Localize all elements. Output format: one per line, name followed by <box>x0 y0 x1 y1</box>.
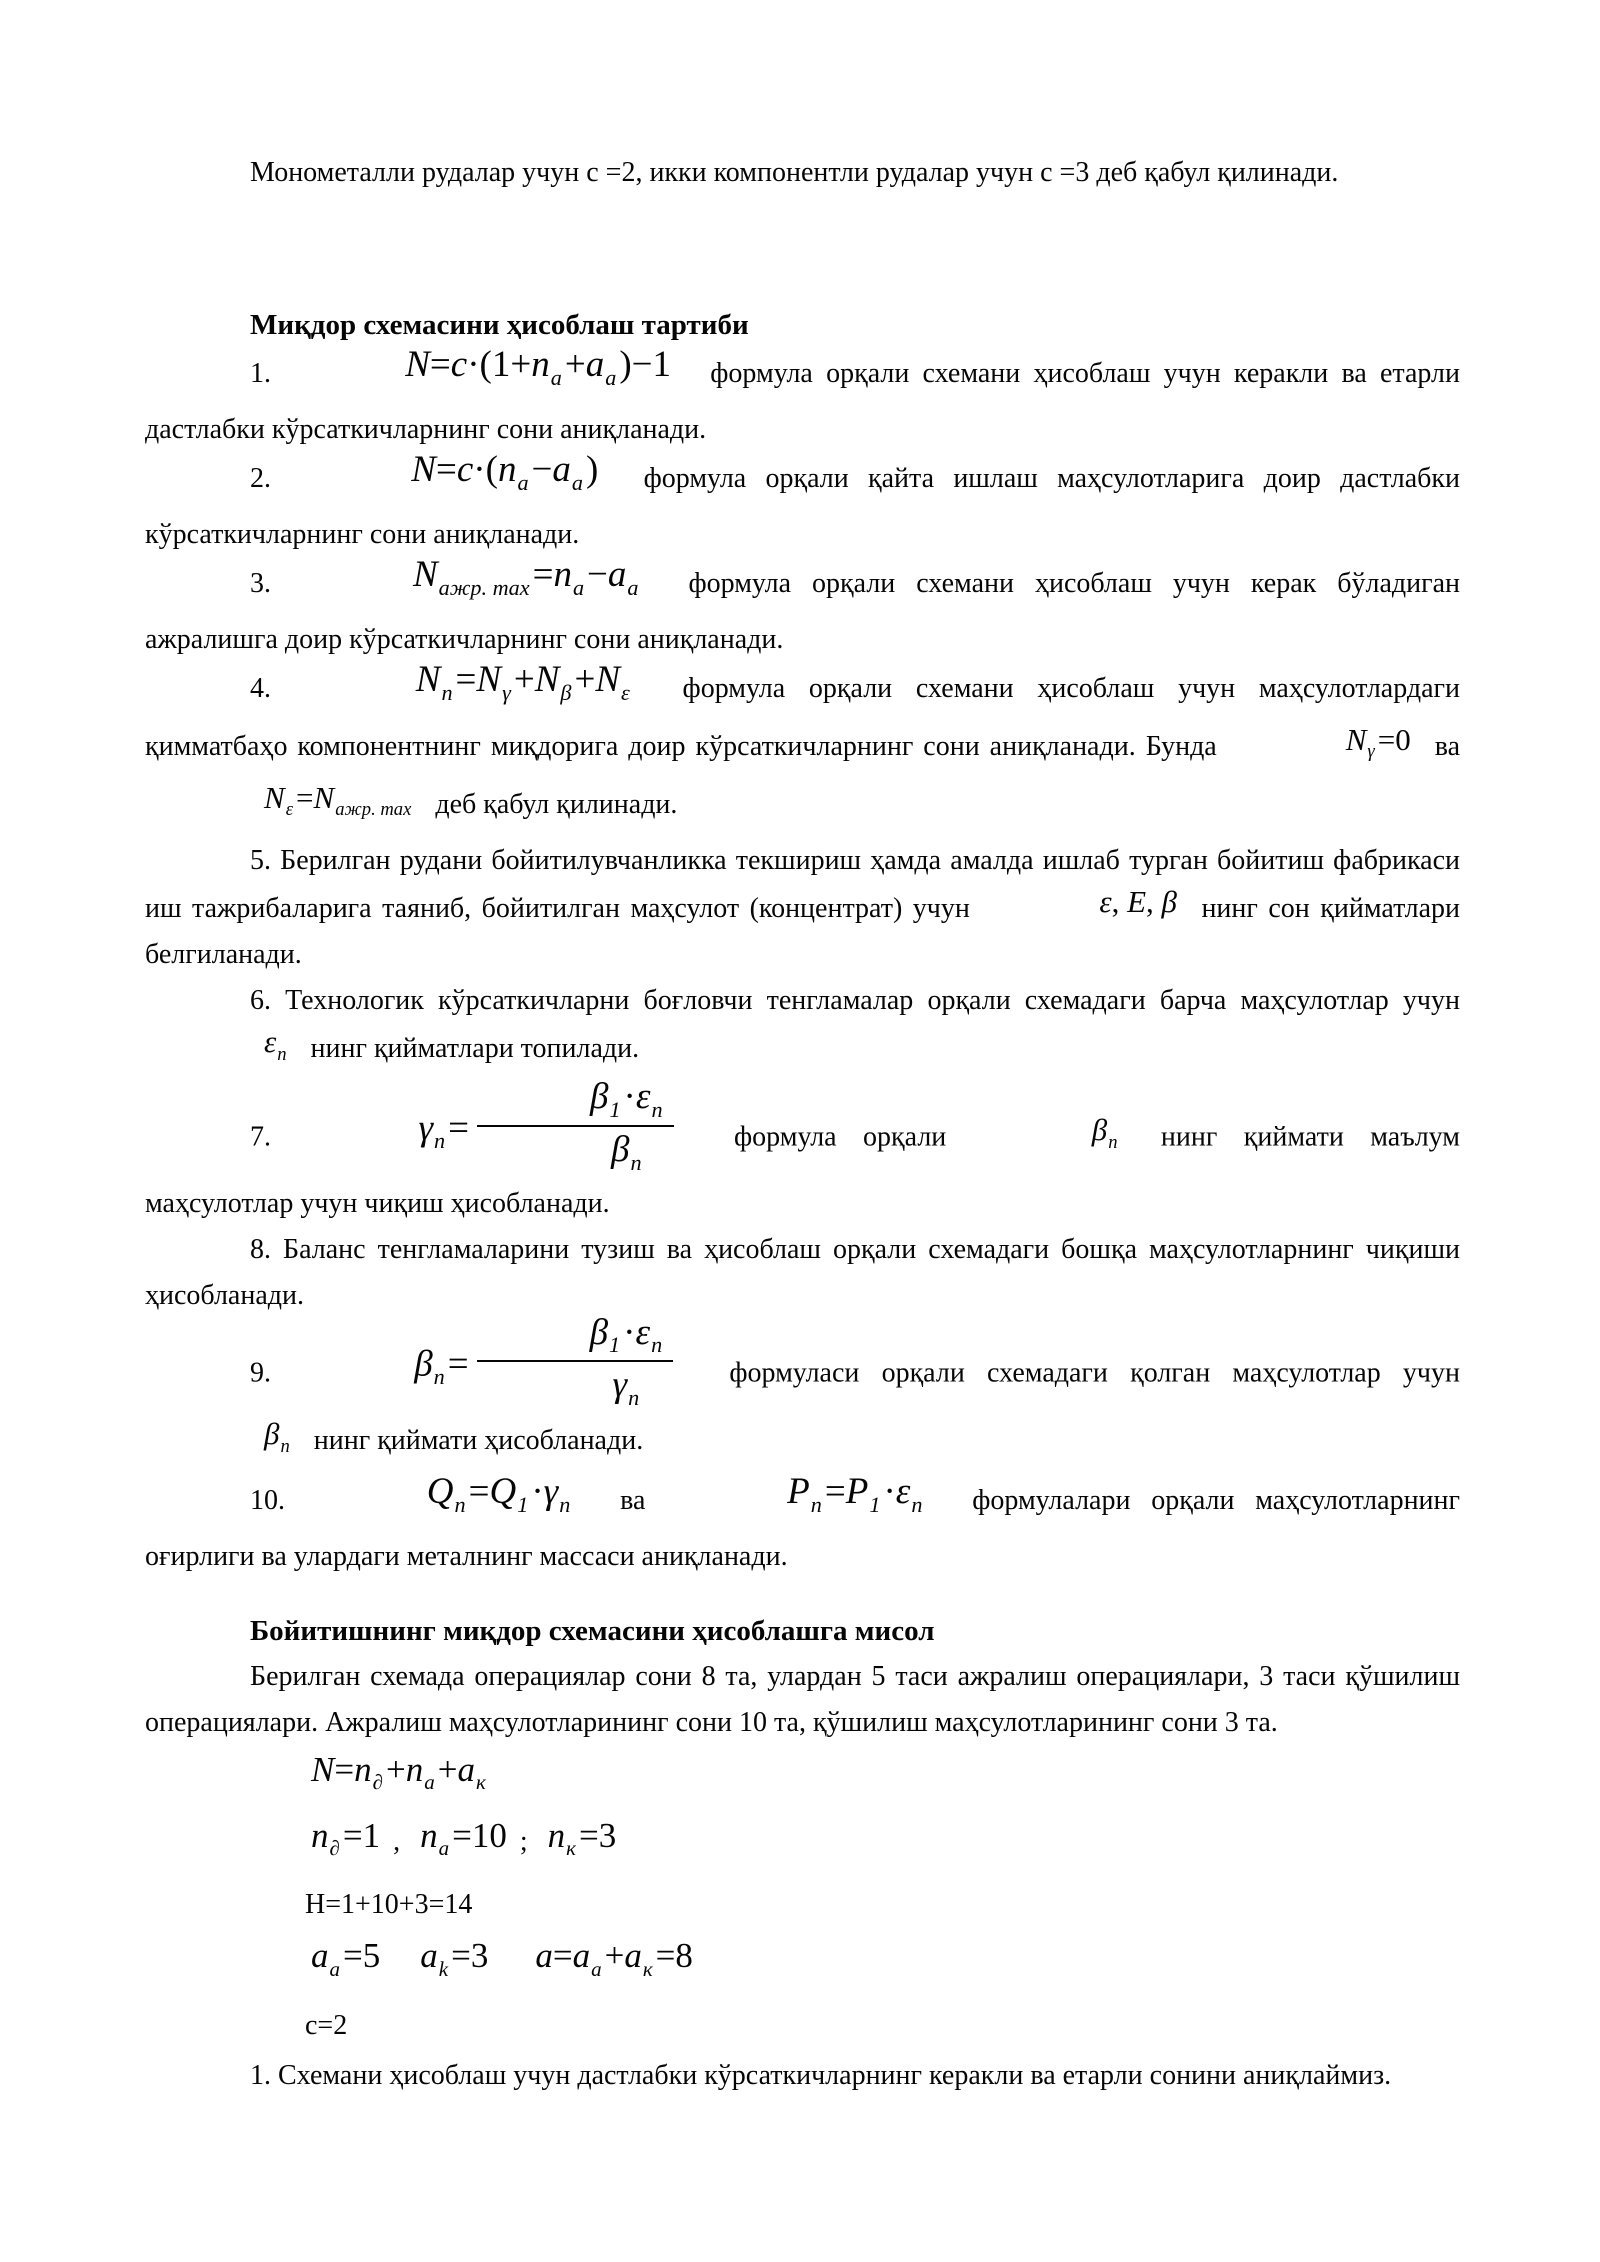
text-run: формула орқали схемани ҳисоблаш учун маҳсулотлардаги қимматбаҳо компонентнинг миқдорига доир кўрсаткичларнинг сони аниқланади. Бунда <box>145 672 1460 762</box>
text-run: ва <box>1424 730 1460 762</box>
formula-token: =1 <box>342 1815 381 1855</box>
formula-token: N <box>412 553 438 595</box>
item-6 <box>145 978 1460 1082</box>
formula-token: + <box>564 344 586 385</box>
formula-subscript: к <box>476 1769 486 1794</box>
formula-subscript: к <box>566 1836 576 1861</box>
formula-subscript: ажр. max <box>335 799 412 821</box>
formula-subscript: a <box>550 364 562 390</box>
formula-token: − <box>531 448 553 490</box>
formula-token: a <box>552 448 571 490</box>
formula-token: a <box>572 1936 591 1976</box>
formula-token: n <box>405 1749 424 1789</box>
formula-subscript: ажр. max <box>438 574 530 600</box>
formula-subscript: a <box>329 1956 340 1981</box>
formula-token: a <box>607 553 627 595</box>
formula-token: + <box>513 658 535 700</box>
formula-nk-3 <box>548 1809 617 1875</box>
formula-subscript: a <box>517 469 529 495</box>
formula-token: n <box>531 344 550 385</box>
formula-subscript: 1 <box>609 1332 621 1358</box>
formula-token: N <box>313 779 335 815</box>
formula-token: ε <box>635 1311 651 1353</box>
formula-beta-n-2 <box>159 1411 293 1469</box>
text-run: нинг қийматлари топилади. <box>303 1033 640 1065</box>
formula-token: = <box>468 1470 490 1512</box>
formula-subscript: n <box>454 1491 466 1517</box>
text-run <box>386 1946 414 1977</box>
para-step1 <box>145 2053 1460 2099</box>
text-run: 7. <box>250 1121 298 1153</box>
formula-subscript: k <box>438 1956 449 1981</box>
formula-token: β <box>1091 1112 1108 1148</box>
formula-subscript: 1 <box>609 1096 621 1122</box>
formula-n-component <box>311 657 633 716</box>
formula-subscript: ε <box>285 799 294 821</box>
formula-token: β <box>1161 884 1177 920</box>
formula-token: γ <box>612 1364 628 1406</box>
formula-epsilon-n <box>159 1019 290 1077</box>
formula-token: N <box>415 658 441 700</box>
text-run: формула орқали схемани ҳисоблаш учун керак бўладиган ажралишга доир кўрсаткичларнинг сони аниқланади. <box>145 567 1461 655</box>
formula-subscript: β <box>560 679 572 705</box>
formula-token: = <box>296 779 314 815</box>
formula-subscript: 1 <box>869 1491 881 1517</box>
text-run: 2. <box>250 462 291 494</box>
formula-token: )−1 <box>619 344 672 385</box>
formula-token: · <box>531 1470 544 1512</box>
formula-subscript: к <box>642 1956 653 1981</box>
formula-token: , <box>1146 884 1162 920</box>
formula-token: ε <box>635 1075 651 1117</box>
formula-token: a <box>535 1936 553 1976</box>
formula-token: E <box>1127 884 1146 920</box>
formula-token: ε <box>895 1470 911 1512</box>
formula-token: = <box>532 553 554 595</box>
formula-subscript: n <box>1108 1131 1118 1153</box>
formula-subscript: a <box>571 469 583 495</box>
formula-subscript: a <box>591 1956 602 1981</box>
formula-subscript: n <box>630 1149 642 1175</box>
fraction <box>477 1313 674 1411</box>
formula-token: a <box>457 1749 475 1789</box>
eq-line-3 <box>145 1878 1460 1932</box>
formula-token: =8 <box>655 1936 693 1976</box>
text-run: 5. Берилган рудани бойитилувчанликка текшириш ҳамда амалда ишлаб турган бойитиш фабрикаси иш тажрибаларига таяниб, бойитилган маҳсулот (концентрат) учун <box>145 845 1460 925</box>
text-run: 8. Баланс тенгламаларини тузиш ва ҳисоблаш орқали схемадаги бошқа маҳсулотларнинг чиқиши ҳисобланади. <box>145 1233 1460 1311</box>
formula-token: + <box>604 1936 625 1976</box>
formula-token: 1+ <box>491 344 532 385</box>
formula-token: n <box>553 553 572 595</box>
text-run: формула орқали схемани ҳисоблаш учун керакли ва етарли дастлабки кўрсаткичларнинг сони аниқланади. <box>145 358 1461 445</box>
eq-line-5 <box>145 1999 1460 2053</box>
text-run: формулалари орқали маҳсулотларнинг оғирлиги ва улардаги металнинг массаси аниқланади. <box>145 1484 1461 1572</box>
formula-ak-3 <box>420 1929 488 1995</box>
formula-token: − <box>587 553 608 595</box>
formula-token: + <box>437 1749 458 1789</box>
formula-beta-n-fraction <box>309 1313 681 1411</box>
formula-subscript: n <box>651 1332 663 1358</box>
fraction-denominator <box>477 1362 674 1410</box>
formula-token: β <box>589 1311 609 1353</box>
formula-token: β <box>611 1128 630 1170</box>
formula-token: Q <box>426 1470 454 1512</box>
text-run: Монометалли рудалар учун с =2, икки компонентли рудалар учун с =3 деб қабул қилинади. <box>250 157 1339 188</box>
formula-epsilon-e-beta <box>994 879 1177 925</box>
formula-token: β <box>264 1416 280 1452</box>
formula-subscript: 1 <box>517 1491 529 1517</box>
item-1 <box>145 344 1461 453</box>
formula-subscript: a <box>605 364 617 390</box>
text-run: нинг қиймати ҳисобланади. <box>306 1425 644 1457</box>
formula-subscript: a <box>424 1769 435 1794</box>
text-run: формуласи орқали схемадаги қолган маҳсулотлар учун <box>707 1356 1460 1388</box>
item-7 <box>145 1075 1461 1227</box>
formula-beta-n <box>987 1107 1121 1165</box>
formula-token: = <box>552 1936 573 1976</box>
formula-subscript: n <box>280 1435 290 1457</box>
item-3 <box>145 553 1461 663</box>
formula-token: ε <box>264 1024 277 1060</box>
heading-example: Бойитишнинг миқдор схемасини ҳисоблашга мисол <box>250 1614 935 1647</box>
formula-token: β <box>590 1075 609 1117</box>
formula-token: = <box>447 1342 469 1384</box>
formula-n-total <box>300 342 671 401</box>
text-run: ; <box>512 1825 542 1857</box>
eq-line-4 <box>145 1932 1460 1998</box>
formula-subscript: γ <box>502 679 511 705</box>
formula-subscript: n <box>651 1096 663 1122</box>
formula-token: N <box>1345 721 1367 757</box>
formula-subscript: a <box>627 574 639 600</box>
formula-token: 0 <box>1395 721 1411 757</box>
formula-token: · <box>623 1311 636 1353</box>
formula-token: γ <box>418 1107 434 1149</box>
text-run: формула орқали <box>707 1121 973 1153</box>
formula-token: = <box>448 1107 470 1149</box>
formula-token: = <box>429 344 451 385</box>
formula-token: ε <box>1099 884 1112 920</box>
formula-token: = <box>435 448 457 490</box>
formula-token: n <box>311 1815 329 1855</box>
formula-nd-1 <box>311 1809 380 1875</box>
formula-n-processing <box>306 447 598 506</box>
item-5 <box>145 838 1460 978</box>
para-example <box>145 1654 1460 1746</box>
formula-token: =3 <box>579 1815 617 1855</box>
formula-subscript: γ <box>1367 740 1375 762</box>
formula-token: ) <box>586 448 599 490</box>
fraction-denominator <box>477 1127 674 1175</box>
formula-subscript: ε <box>621 679 630 705</box>
formula-n-separation-max <box>308 552 642 611</box>
formula-subscript: n <box>559 1491 571 1517</box>
formula-token: N <box>476 658 502 700</box>
formula-token: n <box>354 1749 372 1789</box>
formula-subscript: n <box>277 1043 287 1065</box>
text-run: Берилган схемада операциялар сони 8 та, улардан 5 таси ажралиш операциялари, 3 таси қўшилиш операциялари. Ажралиш маҳсулотларининг сони 10 та, қўшилиш маҳсулотларининг сони 3 та. <box>145 1660 1460 1738</box>
formula-subscript: ∂ <box>372 1769 383 1794</box>
formula-token: + <box>386 1749 406 1789</box>
formula-subscript: n <box>441 679 453 705</box>
formula-token: Q <box>489 1470 517 1512</box>
formula-token: n <box>547 1815 566 1855</box>
formula-subscript: n <box>810 1491 822 1517</box>
formula-nepsilon-equals <box>159 775 414 833</box>
item-10 <box>145 1470 1461 1580</box>
text-run: нинг қиймати маълум маҳсулотлар учун чиқиш ҳисобланади. <box>145 1121 1461 1219</box>
formula-token: N <box>405 344 430 385</box>
text-run: формула орқали қайта ишлаш маҳсулотларига доир дастлабки кўрсаткичларнинг сони аниқланади. <box>145 462 1460 550</box>
formula-p-n <box>682 1469 925 1528</box>
eq-line-1 <box>145 1746 1460 1812</box>
text-run: ва <box>599 1484 667 1516</box>
formula-subscript: n <box>911 1491 923 1517</box>
formula-token: a <box>420 1936 438 1976</box>
formula-token: c <box>450 344 468 385</box>
formula-token: a <box>624 1936 642 1976</box>
text-run: с=2 <box>305 2009 348 2041</box>
formula-token: , <box>1111 884 1128 920</box>
formula-token: =5 <box>343 1936 381 1976</box>
text-run: 1. Схемани ҳисоблаш учун дастлабки кўрсаткичларнинг керакли ва етарли сонини аниқлаймиз. <box>250 2059 1392 2091</box>
item-8 <box>145 1227 1460 1319</box>
formula-token: =3 <box>451 1936 489 1976</box>
formula-subscript: ∂ <box>329 1836 340 1861</box>
formula-token: = <box>824 1470 846 1512</box>
eq-line-2 <box>145 1812 1460 1878</box>
formula-token: = <box>334 1749 355 1789</box>
item-2 <box>145 448 1460 558</box>
text-run: 6. Технологик кўрсаткичларни боғловчи тенгламалар орқали схемадаги барча маҳсулотлар учун <box>250 985 1460 1017</box>
text-run: , <box>386 1825 415 1857</box>
formula-subscript: n <box>433 1363 445 1389</box>
formula-token: N <box>534 658 560 700</box>
formula-token: = <box>1377 721 1396 757</box>
formula-token: N <box>264 779 285 815</box>
formula-token: n <box>497 448 517 490</box>
formula-subscript: n <box>434 1128 446 1154</box>
formula-aa-5 <box>311 1929 380 1995</box>
fraction-numerator <box>477 1313 674 1363</box>
text-run: 9. <box>250 1356 294 1388</box>
formula-subscript: a <box>572 574 585 600</box>
formula-na-10 <box>420 1809 507 1875</box>
formula-token: P <box>845 1470 869 1512</box>
text-run: Н=1+10+3=14 <box>305 1889 473 1921</box>
formula-subscript: a <box>438 1836 450 1861</box>
para-intro <box>145 150 1460 196</box>
formula-token: a <box>311 1936 329 1976</box>
text-run: деб қабул қилинади. <box>428 788 678 820</box>
formula-ngamma-zero <box>1241 717 1411 775</box>
item-9 <box>145 1311 1460 1475</box>
formula-n-sum <box>311 1743 489 1809</box>
heading-order: Миқдор схемасини ҳисоблаш тартиби <box>250 309 749 341</box>
fraction <box>477 1077 674 1175</box>
formula-q-n <box>322 1469 574 1528</box>
formula-token: a <box>585 344 605 385</box>
formula-token: N <box>411 448 436 490</box>
formula-token: n <box>420 1815 438 1855</box>
formula-token: =10 <box>452 1815 507 1855</box>
formula-token: ·( <box>473 448 498 490</box>
formula-token: N <box>595 658 621 700</box>
text-run: нинг сон қийматлари белгиланади. <box>145 893 1460 971</box>
formula-subscript: n <box>628 1385 640 1411</box>
formula-token: · <box>623 1075 636 1117</box>
text-run: 4. <box>250 672 295 704</box>
document-content <box>145 150 1460 2099</box>
formula-gamma-n-fraction <box>313 1077 681 1175</box>
text-run <box>494 1946 529 1977</box>
formula-token: γ <box>543 1470 559 1512</box>
formula-token: = <box>455 658 477 700</box>
formula-token: ·( <box>467 344 492 385</box>
formula-token: β <box>414 1342 433 1384</box>
text-run: 10. <box>250 1484 306 1516</box>
text-run: 1. <box>250 358 285 389</box>
formula-token: N <box>311 1749 335 1789</box>
formula-token: + <box>574 658 596 700</box>
formula-token: · <box>883 1470 896 1512</box>
formula-token: P <box>787 1470 810 1512</box>
item-4 <box>145 658 1460 839</box>
formula-a-sum-8 <box>535 1929 693 1995</box>
fraction-numerator <box>477 1077 674 1127</box>
formula-token: c <box>456 448 474 490</box>
text-run: 3. <box>250 567 292 599</box>
